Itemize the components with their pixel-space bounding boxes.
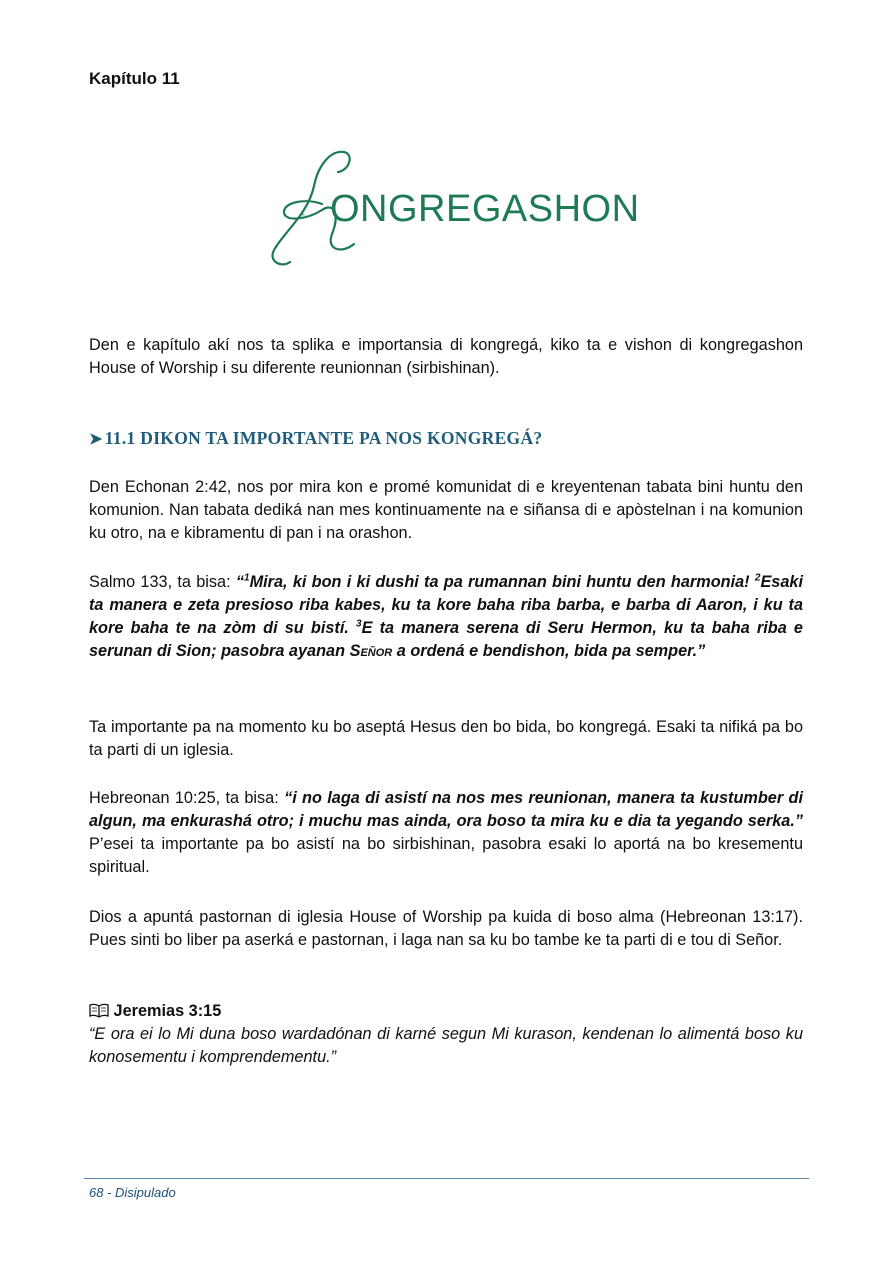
footer-divider [84, 1178, 809, 1179]
bible-reference [89, 1000, 803, 1069]
chapter-title: ONGREGASHON [330, 188, 640, 230]
paragraph-hebreonan [89, 787, 803, 879]
paragraph-salmo [89, 571, 803, 663]
verse-number: 3 [356, 618, 362, 630]
salmo-lead: Salmo 133, ta bisa: [89, 573, 236, 591]
hebreonan-lead: Hebreonan 10:25, ta bisa: [89, 789, 285, 807]
verse-3a: E ta manera serena di Seru Hermon, ku ta baha riba e serunan di Sion; pasobra ayanan [89, 619, 803, 660]
intro-paragraph: Den e kapítulo akí nos ta splika e importansia di kongregá, kiko ta e vishon di kongregashon House of Worship i su diferente reunionnan (sirbishinan). [89, 336, 803, 377]
hebreonan-quote: “i no laga di asistí na nos mes reunionan, manera ta kustumber di algun, ma enkurashá otro; i muchu mas ainda, ora boso ta mira ku e dia ta yegando serka.” [89, 789, 803, 830]
verse-number: 2 [754, 572, 761, 584]
verse-1: Mira, ki bon i ki dushi ta pa rumannan bini huntu den harmonia! [249, 573, 755, 591]
title-initial: K [302, 212, 305, 217]
verse-2: Esaki ta manera e zeta presioso riba kabes, ku ta kore baha riba barba, e barba di Aaron, i ku ta kore baha te na zòm di su bistí. [89, 573, 803, 637]
hebreonan-rest: P’esei ta importante pa bo asistí na bo sirbishinan, pasobra esaki lo aportá na bo kresementu spiritual. [89, 835, 803, 876]
chapter-title-logo [262, 144, 642, 274]
paragraph-importante: Ta importante pa na momento ku bo aseptá Hesus den bo bida, bo kongregá. Esaki ta nifiká pa bo ta parti di un iglesia. [89, 718, 803, 759]
arrow-bullet-icon: ➤ [89, 431, 103, 448]
section-heading [89, 428, 542, 449]
open-quote: “ [235, 573, 244, 591]
bible-ref-header [89, 1000, 803, 1023]
paragraph-pastornan: Dios a apuntá pastornan di iglesia House of Worship pa kuida di boso alma (Hebreonan 13:17). Pues sinti bo liber pa aserká e pastornan, i laga nan sa ku bo tambe ke ta parti di e tou di Señor. [89, 908, 803, 949]
section-heading-text: 11.1 DIKON TA IMPORTANTE PA NOS KONGREGÁ? [104, 428, 543, 448]
verse-number: 1 [244, 572, 250, 584]
bible-ref-label: Jeremias 3:15 [113, 1002, 222, 1020]
page-footer: 68 - Disipulado [89, 1185, 176, 1200]
verse-3b: a ordená e bendishon, bida pa semper.” [392, 642, 706, 660]
bible-ref-quote: “E ora ei lo Mi duna boso wardadónan di karné segun Mi kurason, kendenan lo alimentá boso ku konosementu i komprendementu.” [89, 1025, 803, 1066]
lord-smallcaps: Señor [349, 642, 393, 660]
chapter-label: Kapítulo 11 [89, 69, 180, 88]
open-book-icon [89, 1003, 109, 1018]
paragraph-echonan: Den Echonan 2:42, nos por mira kon e promé komunidat di e kreyentenan tabata bini huntu den komunion. Nan tabata dediká nan mes kontinuamente na e siñansa di e apòstelnan i na komunion ku otro, na e kibramentu di pan i na orashon. [89, 478, 803, 542]
